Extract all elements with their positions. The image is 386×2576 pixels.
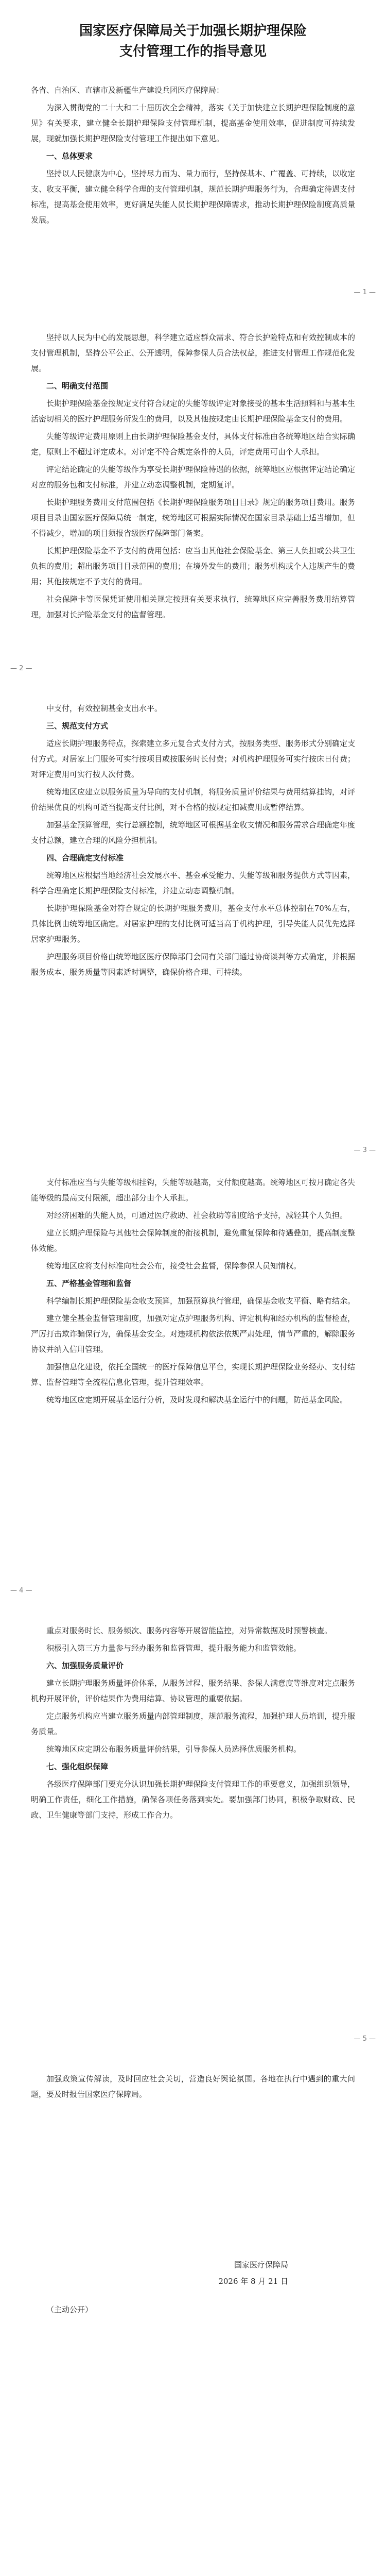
salutation: 各省、自治区、直辖市及新疆生产建设兵团医疗保障局：: [31, 86, 224, 95]
paragraph: 护理服务项目价格由统筹地区医疗保障部门会同有关部门通过协商谈判等方式确定，并根据服务成本、服务质量等因素适时调整，确保价格合理、可持续。: [31, 952, 356, 977]
section-heading-2: 二、明确支付范围: [46, 381, 109, 391]
page-number: — 2 —: [10, 665, 32, 672]
paragraph: 统筹地区应定期开展基金运行分析，及时发现和解决基金运行中的问题，防范基金风险。: [46, 1395, 348, 1404]
page-number: — 5 —: [354, 2035, 376, 2043]
section-heading-6: 六、加强服务质量评价: [46, 1661, 124, 1670]
page-4: [31, 1175, 355, 1410]
paragraph: 统筹地区应将支付标准向社会公布，接受社会监督，保障参保人员知情权。: [46, 1261, 302, 1270]
paragraph: 各级医疗保障部门要充分认识加强长期护理保险支付管理工作的重要意义，加强组织领导，明确工作责任，细化工作措施，确保各项任务落到实处。要加强部门协同，积极争取财政、民政、卫生健康等部门支持，形成工作合力。: [31, 1780, 356, 1820]
paragraph: 适应长期护理服务特点，探索建立多元复合式支付方式，按服务类型、服务形式分别确定支付方式。对居家上门服务可实行按项目或按服务时长付费；对机构护理服务可实行按床日付费；对评定费用可实行按人次付费。: [31, 739, 356, 779]
public-disclosure-note: （主动公开）: [46, 2305, 93, 2314]
paragraph: 统筹地区应定期公布服务质量评价结果，引导参保人员选择优质服务机构。: [46, 1744, 302, 1754]
document-title: [31, 21, 355, 62]
title-line-2: 支付管理工作的指导意见: [119, 44, 267, 59]
page-5: [31, 1623, 355, 1825]
paragraph: 坚持以人民为中心的发展思想，科学建立适应群众需求、符合长护险特点和有效控制成本的支付管理机制，坚持公平公正、公开透明，保障参保人员合法权益，推进支付管理工作规范化发展。: [31, 333, 356, 373]
section-heading-3: 三、规范支付方式: [46, 721, 109, 731]
page-6: [31, 2071, 355, 2104]
page-number: — 4 —: [10, 1587, 32, 1595]
paragraph: 长期护理保险基金对符合规定的长期护理服务费用，基金支付水平总体控制在70%左右，具体比例由统筹地区确定。对居家护理的支付比例可适当高于机构护理，引导失能人员优先选择居家护理服务。: [31, 904, 356, 944]
issue-date: 2026 年 8 月 21 日: [218, 2277, 288, 2286]
issuing-organization: 国家医疗保障局: [234, 2260, 288, 2269]
paragraph: 加强信息化建设，依托全国统一的医疗保障信息平台，实现长期护理保险业务经办、支付结算、监督管理等全流程信息化管理，提升管理效率。: [31, 1362, 356, 1387]
paragraph: 加强政策宣传解读，及时回应社会关切，营造良好舆论氛围。各地在执行中遇到的重大问题，要及时报告国家医疗保障局。: [31, 2074, 355, 2099]
page-2: [31, 330, 355, 624]
section-heading-5: 五、严格基金管理和监督: [46, 1279, 132, 1288]
page-1: [31, 21, 355, 230]
paragraph: 统筹地区应根据当地经济社会发展水平、基金承受能力、失能等级和服务提供方式等因素，科学合理确定长期护理保险支付标准，并建立动态调整机制。: [31, 871, 356, 895]
paragraph: 重点对服务时长、服务频次、服务内容等开展智能监控，对异常数据及时预警核查。: [46, 1626, 332, 1635]
paragraph: 支付标准应当与失能等级相挂钩，失能等级越高，支付额度越高。统筹地区可按月确定各失能等级的最高支付限额，超出部分由个人承担。: [31, 1178, 356, 1202]
page-number: — 3 —: [354, 1146, 376, 1154]
signature-block: [31, 2257, 355, 2317]
paragraph: 积极引入第三方力量参与经办服务和监督管理，提升服务能力和监管效能。: [46, 1643, 302, 1653]
paragraph: 建立长期护理保险与其他社会保障制度的衔接机制，避免重复保障和待遇叠加，提高制度整体效能。: [31, 1228, 356, 1253]
paragraph: 统筹地区应建立以服务质量为导向的支付机制，将服务质量评价结果与费用结算挂钩，对评价结果优良的机构可适当提高支付比例，对不合格的按规定扣减费用或暂停结算。: [31, 787, 356, 812]
paragraph: 中支付，有效控制基金支出水平。: [46, 704, 163, 713]
section-heading-4: 四、合理确定支付标准: [46, 853, 124, 862]
paragraph: 加强基金预算管理，实行总额控制，统筹地区可根据基金收支情况和服务需求合理确定年度支付总额，建立合理的风险分担机制。: [31, 820, 356, 845]
paragraph: 评定结论确定的失能等级作为享受长期护理保险待遇的依据，统筹地区应根据评定结论确定对应的服务包和支付标准，并建立动态调整机制，定期复评。: [31, 465, 356, 489]
paragraph: 长期护理保险基金按规定支付符合规定的失能等级评定对象接受的基本生活照料和与基本生活密切相关的医疗护理服务所发生的费用，以及其他按规定由长期护理保险基金支付的费用。: [31, 399, 356, 423]
page-number: — 1 —: [354, 289, 376, 296]
paragraph: 建立长期护理服务质量评价体系，从服务过程、服务结果、参保人满意度等维度对定点服务机构开展评价，评价结果作为费用结算、协议管理的重要依据。: [31, 1679, 356, 1703]
paragraph: 失能等级评定费用原则上由长期护理保险基金支付，具体支付标准由各统筹地区结合实际确定，原则上不超过评定成本。对评定不符合规定条件的人员，评定费用可由个人承担。: [31, 432, 356, 456]
paragraph: 坚持以人民健康为中心，坚持尽力而为、量力而行，坚持保基本、广覆盖、可持续，以收定支、收支平衡，建立健全科学合理的支付管理机制，规范长期护理服务行为，合理确定待遇支付标准，提高基金使用效率，更好满足失能人员长期护理保障需求，推动长期护理保险制度高质量发展。: [31, 169, 356, 225]
paragraph: 对经济困难的失能人员，可通过医疗救助、社会救助等制度给予支持，减轻其个人负担。: [46, 1211, 348, 1220]
section-heading-7: 七、强化组织保障: [46, 1762, 109, 1771]
paragraph: 长期护理服务费用支付范围包括《长期护理保险服务项目目录》规定的服务项目费用。服务项目目录由国家医疗保障局统一制定，统筹地区可根据实际情况在国家目录基础上适当增加，但不得减少，增加的项目须报省级医疗保障部门备案。: [31, 498, 356, 538]
paragraph: 科学编制长期护理保险基金收支预算，加强预算执行管理，确保基金收支平衡、略有结余。: [46, 1296, 356, 1306]
page-3: [31, 701, 355, 982]
title-line-1: 国家医疗保障局关于加强长期护理保险: [79, 23, 307, 39]
paragraph: 建立健全基金监督管理制度，加强对定点护理服务机构、评定机构和经办机构的监督检查，严厉打击欺诈骗保行为，确保基金安全。对违规机构依法依规严肃处理，情节严重的，解除服务协议并纳入信用管理。: [31, 1314, 356, 1354]
paragraph: 社会保障卡等医保凭证使用相关规定按照有关要求执行，统筹地区应完善服务费用结算管理，加强对长护险基金支付的监督管理。: [31, 595, 355, 619]
section-heading-1: 一、总体要求: [46, 151, 93, 161]
intro-paragraph: 为深入贯彻党的二十大和二十届历次全会精神，落实《关于加快建立长期护理保险制度的意见》有关要求，建立健全长期护理保险支付管理机制，提高基金使用效率，促进制度可持续发展，现就加强长期护理保险支付管理工作提出如下意见。: [31, 103, 356, 143]
paragraph: 定点服务机构应当建立服务质量内部管理制度，规范服务流程，加强护理人员培训，提升服务质量。: [31, 1711, 356, 1736]
paragraph: 长期护理保险基金不予支付的费用包括：应当由其他社会保险基金、第三人负担或公共卫生负担的费用；超出服务项目目录范围的费用；在境外发生的费用；服务机构或个人违规产生的费用；其他按规定不予支付的费用。: [31, 546, 356, 586]
